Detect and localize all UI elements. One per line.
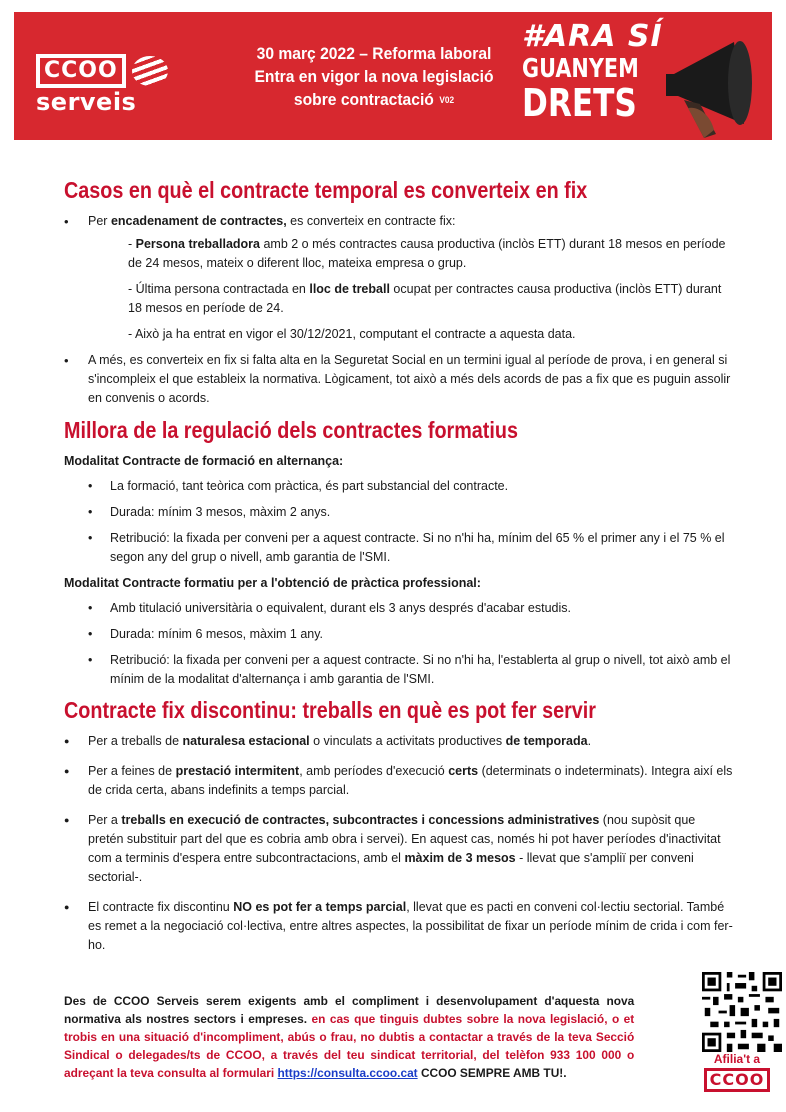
- subsection2-list: [64, 599, 734, 689]
- list-item: • Retribució: la fixada per conveni per a aquest contracte. Si no n'hi ha, mínim del 65 % el primer any i el 75 % el segon any del grup o nivell, amb garantia de l'SMI.: [88, 529, 734, 567]
- slogan-line3: DRETS: [522, 81, 637, 125]
- text: amb 2 o més contractes causa productiva (inclòs ETT) durant 18 mesos en període de 24 mesos, mateix o diferent lloc, mateixa empresa o grup.: [128, 237, 726, 270]
- list-item: • Retribució: la fixada per conveni per a aquest contracte. Si no n'hi ha, l'establerta al grup o nivell, tot això amb el mínim de la modalitat d'alternança i amb garantia de l'SMI.: [88, 651, 734, 689]
- logo-sub: serveis: [36, 88, 137, 116]
- list-item: [64, 732, 734, 751]
- section1-list: [64, 212, 734, 408]
- bold-text: Persona treballadora: [135, 237, 260, 251]
- title-line1: 30 març 2022 – Reforma laboral: [256, 44, 492, 63]
- list-item: [64, 898, 734, 955]
- afilia-label: Afilia't a: [713, 1052, 761, 1066]
- section-temporary-to-permanent: [64, 176, 734, 408]
- footer-red-text: en cas que tinguis dubtes sobre la nova legislació, o et trobis en una situació d'incompliment, abús o frau, no dubtis a contactar a través de la teva Secció Sindical o delegades/ts de CCOO, a través del teu sindicat territorial, del telèfon 933 100 000 o adreçant la teva consulta al formulari: [64, 1012, 635, 1080]
- text: El contracte fix discontinu: [88, 900, 234, 914]
- logo-stripes-icon: [132, 56, 168, 86]
- text: Per a feines de: [88, 764, 176, 778]
- banner-title: [236, 42, 512, 112]
- text: o vinculats a activitats productives: [309, 734, 506, 748]
- dash-item: [128, 280, 734, 318]
- bold-text: certs: [448, 764, 479, 778]
- qr-code-icon[interactable]: [702, 972, 782, 1052]
- text: (determinats o indeterminats). Integra així els de crida certa, abans indefinits a temps parcial.: [88, 764, 733, 797]
- slogan-line1: #ARA SÍ: [522, 19, 663, 54]
- section-training-contracts: [64, 416, 734, 689]
- subsection1-title: Modalitat Contracte de formació en alternança:: [64, 454, 344, 468]
- text: Per a treballs de: [88, 734, 183, 748]
- bold-text: NO es pot fer a temps parcial: [233, 900, 407, 914]
- footer-note: [64, 992, 634, 1082]
- list-item: [64, 811, 734, 887]
- title-line3-wrap: [236, 88, 512, 112]
- subsection2-title: Modalitat Contracte formatiu per a l'obtenció de pràctica professional:: [64, 576, 481, 590]
- text: .: [587, 734, 592, 748]
- slogan-line2: GUANYEM: [522, 54, 639, 84]
- section3-list: [64, 732, 734, 955]
- section-fixed-discontinuous: [64, 696, 734, 955]
- list-item: • Durada: mínim 3 mesos, màxim 2 anys.: [88, 503, 734, 522]
- bold-text: màxim de 3 mesos: [404, 851, 516, 865]
- main-content: [64, 176, 734, 966]
- text: Per: [88, 214, 111, 228]
- version-label: V02: [439, 95, 455, 106]
- section1-title: Casos en què el contracte temporal es converteix en fix: [64, 177, 588, 203]
- bold-text: encadenament de contractes,: [110, 214, 287, 228]
- text: - Última persona contractada en: [128, 282, 310, 296]
- bold-text: lloc de treball: [309, 282, 390, 296]
- list-item: • A més, es converteix en fix si falta alta en la Seguretat Social en un termini igual al període de prova, i en general si s'incompleix el que estableix la normativa. Lògicament, tot això a més dels acords de pas a fix que es puguin assolir en convenis o acords.: [64, 351, 734, 408]
- consulta-link[interactable]: https://consulta.ccoo.cat: [277, 1066, 418, 1080]
- megaphone-icon: [664, 34, 779, 144]
- footer-end-text: CCOO SEMPRE AMB TU!.: [417, 1066, 567, 1080]
- list-item: [64, 212, 734, 344]
- text: (nou supòsit que pretén substituir part del que es cobria amb obra i servei). En aquest cas, només hi pot haver períodes d'inactivitat com a terminis d'espera entre subcontractacions, amb el: [88, 813, 721, 865]
- afilia-logo-text: CCOO: [704, 1068, 771, 1092]
- text: es converteix en contracte fix:: [286, 214, 456, 228]
- text: , llevat que es pacti en conveni col·lectiu sectorial. També es remet a la negociació col·lectiva, entre altres aspectes, la possibilitat de fixar un període mínim de crida i com fer-ho.: [88, 900, 733, 952]
- header-banner: [14, 12, 772, 140]
- dash-item: [128, 235, 734, 273]
- bold-text: naturalesa estacional: [182, 734, 310, 748]
- title-line2: Entra en vigor la nova legislació: [254, 67, 494, 86]
- title-line3: sobre contractació: [293, 90, 434, 109]
- section3-title: Contracte fix discontinu: treballs en què es pot fer servir: [64, 697, 596, 723]
- text: , amb períodes d'execució: [299, 764, 449, 778]
- bold-text: de temporada: [505, 734, 588, 748]
- bold-text: treballs en execució de contractes, subcontractes i concessions administratives: [121, 813, 600, 827]
- section2-title: Millora de la regulació dels contractes formatius: [64, 417, 518, 443]
- logo-main: CCOO: [36, 54, 126, 88]
- ccoo-serveis-logo: [36, 54, 168, 116]
- list-item: • La formació, tant teòrica com pràctica, és part substancial del contracte.: [88, 477, 734, 496]
- text: Per a: [88, 813, 122, 827]
- list-item: • Durada: mínim 6 mesos, màxim 1 any.: [88, 625, 734, 644]
- afilia-ccoo-logo: [692, 1068, 782, 1092]
- text: -: [128, 237, 136, 251]
- footer-text: Des de CCOO Serveis serem exigents amb el compliment i desenvolupament d'aquesta nova normativa als nostres sectors i empreses.: [64, 994, 635, 1026]
- slogan: [522, 19, 668, 125]
- dash-item: - Això ja ha entrat en vigor el 30/12/2021, computant el contracte a aquesta data.: [128, 327, 576, 341]
- bold-text: prestació intermitent: [175, 764, 300, 778]
- list-item: • Amb titulació universitària o equivalent, durant els 3 anys després d'acabar estudis.: [88, 599, 734, 618]
- text: - llevat que s'ampliï per conveni sectorial-.: [88, 851, 694, 884]
- subsection1-list: [64, 477, 734, 567]
- dash-list: [88, 235, 734, 344]
- list-item: [64, 762, 734, 800]
- text: ocupat per contractes causa productiva (inclòs ETT) durant 18 mesos en període de 24.: [128, 282, 722, 315]
